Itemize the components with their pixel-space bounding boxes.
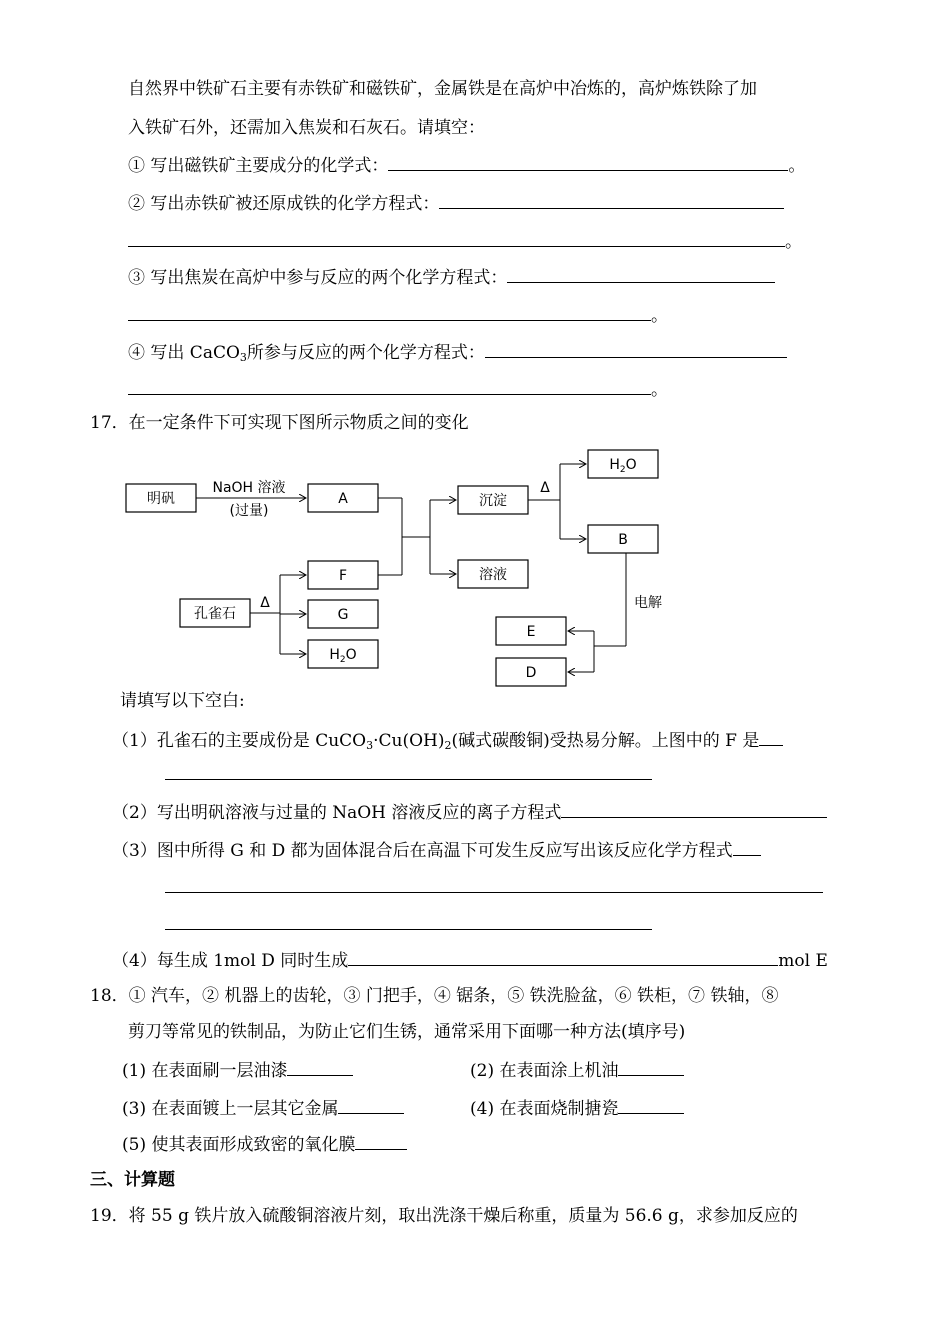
q18-option-4: (4) 在表面烧制搪瓷	[470, 1096, 684, 1120]
label-G: G	[337, 607, 349, 623]
label-kongqueshi: 孔雀石	[194, 606, 236, 622]
q18-option-1: (1) 在表面刷一层油漆	[122, 1058, 353, 1082]
q16-item-4: ④ 写出 CaCO$_3$所参与反应的两个化学方程式：	[128, 340, 787, 369]
answer-blank[interactable]	[348, 948, 778, 966]
q16-item-3-cont: 。	[128, 303, 668, 327]
label-h2o-bottom: $H_2O$	[329, 647, 357, 665]
label-rongye: 溶液	[479, 567, 507, 583]
q18-option-5: (5) 使其表面形成致密的氧化膜	[122, 1132, 407, 1156]
label-delta-2: Δ	[260, 595, 270, 611]
label-F: F	[338, 568, 348, 584]
answer-blank[interactable]	[618, 1096, 684, 1114]
section-title: 三、计算题	[90, 1170, 175, 1190]
q19-text: 19．将 55 g 铁片放入硫酸铜溶液片刻，取出洗涤干燥后称重，质量为 56.6 g，求参加反应的	[90, 1206, 798, 1226]
q18-line-1: 18．① 汽车，② 机器上的齿轮，③ 门把手，④ 锯条，⑤ 铁洗脸盆，⑥ 铁柜，⑦ 铁轴，⑧	[90, 986, 779, 1006]
q16-item-2: ② 写出赤铁矿被还原成铁的化学方程式：	[128, 191, 784, 215]
label-E: E	[526, 624, 536, 640]
q17-part-2: （2）写出明矾溶液与过量的 NaOH 溶液反应的离子方程式	[112, 800, 827, 824]
answer-blank[interactable]	[287, 1058, 353, 1076]
q18-option-3: (3) 在表面镀上一层其它金属	[122, 1096, 404, 1120]
answer-blank[interactable]	[759, 728, 783, 746]
q16-item-4-cont: 。	[128, 377, 668, 401]
label-delta-1: Δ	[540, 480, 550, 496]
answer-line[interactable]	[165, 892, 823, 893]
answer-blank[interactable]	[561, 800, 827, 818]
label-naoh: NaOH 溶液	[212, 480, 286, 496]
q18-option-2: (2) 在表面涂上机油	[470, 1058, 684, 1082]
answer-blank[interactable]	[355, 1132, 407, 1150]
q17-part-4: （4）每生成 1mol D 同时生成 mol E	[112, 948, 828, 972]
q17-part-3: （3）图中所得 G 和 D 都为固体混合后在高温下可发生反应写出该反应化学方程式	[112, 838, 761, 862]
label-dianjie: 电解	[634, 595, 662, 611]
q17-stem: 17．在一定条件下可实现下图所示物质之间的变化	[90, 413, 469, 433]
label-mingfan: 明矾	[147, 491, 175, 507]
q17-prompt: 请填写以下空白:	[120, 691, 245, 711]
intro-line-1: 自然界中铁矿石主要有赤铁矿和磁铁矿，金属铁是在高炉中冶炼的，高炉炼铁除了加	[128, 79, 757, 99]
q16-item-3: ③ 写出焦炭在高炉中参与反应的两个化学方程式：	[128, 265, 775, 289]
intro-line-2: 入铁矿石外，还需加入焦炭和石灰石。请填空：	[128, 118, 485, 138]
q17-part-1: （1）孔雀石的主要成份是 $CuCO_3\cdot Cu(OH)_2$(碱式碳酸铜)受热易分解。上图中的 F 是	[112, 728, 783, 757]
label-chendian: 沉淀	[479, 493, 507, 509]
label-B: B	[618, 532, 628, 548]
label-A: A	[338, 491, 348, 507]
q18-line-2: 剪刀等常见的铁制品，为防止它们生锈，通常采用下面哪一种方法(填序号)	[128, 1022, 686, 1042]
q16-item-2-cont: 。	[128, 229, 802, 253]
answer-blank[interactable]	[338, 1096, 404, 1114]
answer-line[interactable]	[165, 779, 652, 780]
answer-line[interactable]	[165, 929, 652, 930]
label-guoliang: (过量)	[229, 503, 269, 519]
label-D: D	[525, 665, 537, 681]
answer-blank[interactable]	[618, 1058, 684, 1076]
label-h2o-top: $H_2O$	[609, 457, 637, 475]
answer-blank[interactable]	[733, 838, 761, 856]
q16-item-1: ① 写出磁铁矿主要成分的化学式： 。	[128, 153, 805, 177]
